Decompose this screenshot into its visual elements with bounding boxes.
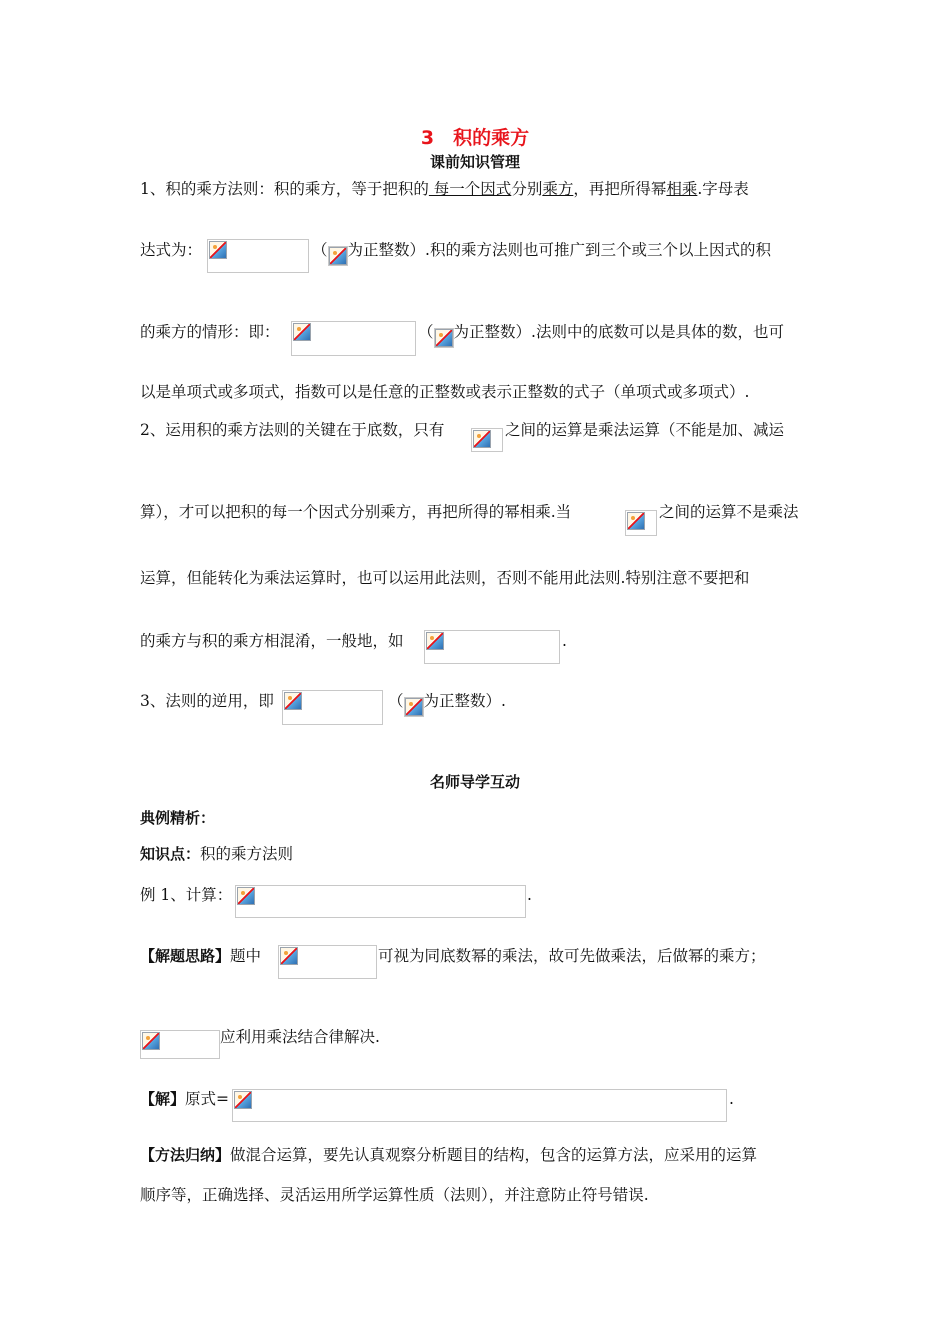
text: 分别 [511, 180, 543, 198]
variable-image [404, 697, 424, 717]
broken-image-icon [237, 887, 255, 905]
broken-image-icon [209, 241, 227, 259]
text: . [729, 1090, 734, 1108]
solution-idea-line [140, 944, 261, 968]
key-paragraph-line-4 [140, 629, 404, 653]
variable-image [328, 246, 348, 266]
text: （ [418, 323, 434, 341]
broken-image-icon [234, 1091, 252, 1109]
method-summary-line-1 [140, 1143, 757, 1167]
rule-paragraph-line-2 [140, 238, 202, 262]
key-paragraph-line-2b [659, 500, 799, 524]
text: 例 1、计算： [140, 886, 233, 904]
key-paragraph-line-2 [140, 500, 571, 524]
text: 做混合运算，要先认真观察分析题目的结构，包含的运算方法，应采用的运算 [230, 1146, 758, 1164]
section-heading-guidance: 名师导学互动 [429, 773, 520, 791]
solution-idea-line-2: 应利用乘法结合律解决. [220, 1028, 380, 1046]
page-title: 3 积的乘方 [420, 127, 530, 149]
text: 2、运用积的乘方法则的关键在于底数，只有 [140, 421, 445, 439]
text: 可视为同底数幂的乘法，故可先做乘法，后做幂的乘方； [378, 947, 766, 965]
text: 达式为： [140, 241, 203, 259]
text: 算），才可以把积的每一个因式分别乘方，再把所得的幂相乘.当 [140, 503, 572, 521]
knowledge-point-line [140, 842, 293, 866]
broken-image-icon [280, 947, 298, 965]
text: （ [312, 241, 328, 259]
formula-image [235, 885, 526, 918]
formula-image [424, 630, 560, 664]
broken-image-icon [405, 698, 423, 716]
solution-line-b [729, 1087, 734, 1111]
text: 为正整数）. [423, 692, 506, 710]
key-paragraph-line-4b [562, 629, 567, 653]
broken-image-icon [293, 323, 311, 341]
solution-line [140, 1087, 229, 1111]
method-summary-line-2: 顺序等，正确选择、灵活运用所学运算性质（法则），并注意防止符号错误. [140, 1186, 649, 1204]
inverse-rule-line [140, 689, 274, 713]
text: 之间的运算是乘法运算（不能是加、减运 [505, 421, 785, 439]
text: 题中 [230, 947, 262, 965]
knowledge-text: 积的乘方法则 [200, 845, 294, 863]
example-1-line [140, 883, 232, 907]
formula-image [207, 239, 309, 273]
text: 为正整数）.法则中的底数可以是具体的数，也可 [453, 323, 784, 341]
underlined-term: 每一个因式 [428, 180, 512, 198]
formula-image [282, 690, 383, 725]
broken-image-icon [627, 512, 645, 530]
rule-paragraph-line-3 [140, 320, 280, 344]
variable-image [434, 328, 454, 348]
text: .字母表 [697, 180, 749, 198]
formula-image [291, 321, 416, 356]
rule-paragraph-line-2b [312, 238, 771, 266]
broken-image-icon [473, 430, 491, 448]
text: 3、法则的逆用，即 [140, 692, 274, 710]
key-paragraph-line-1 [140, 418, 444, 442]
typical-examples-label: 典例精析： [140, 809, 216, 827]
formula-image [625, 510, 657, 536]
text: 的乘方与积的乘方相混淆，一般地，如 [140, 632, 404, 650]
rule-paragraph-line-1 [140, 177, 749, 201]
text: ，再把所得幂 [573, 180, 667, 198]
broken-image-icon [142, 1032, 160, 1050]
text: 原式= [185, 1090, 230, 1108]
broken-image-icon [426, 632, 444, 650]
text: 为正整数）.积的乘方法则也可推广到三个或三个以上因式的积 [347, 241, 771, 259]
method-summary-label: 【方法归纳】 [140, 1146, 231, 1164]
solution-idea-label: 【解题思路】 [140, 947, 231, 965]
underlined-term: 乘方 [542, 180, 574, 198]
formula-image [232, 1089, 727, 1122]
broken-image-icon [284, 692, 302, 710]
key-paragraph-line-1b [505, 418, 784, 442]
example-1-line-b [527, 883, 532, 907]
key-paragraph-line-3: 运算，但能转化为乘法运算时，也可以运用此法则，否则不能用此法则.特别注意不要把和 [140, 569, 750, 587]
text: . [527, 886, 532, 904]
formula-image [140, 1030, 220, 1059]
text: 之间的运算不是乘法 [659, 503, 799, 521]
text: 的乘方的情形：即： [140, 323, 280, 341]
text: . [562, 632, 567, 650]
solution-idea-line-b [378, 944, 766, 968]
knowledge-label: 知识点： [140, 845, 201, 863]
underlined-term: 相乘 [666, 180, 698, 198]
formula-image [278, 945, 377, 979]
inverse-rule-line-b [388, 689, 506, 717]
broken-image-icon [329, 247, 347, 265]
solution-label: 【解】 [140, 1090, 186, 1108]
rule-paragraph-line-4: 以是单项式或多项式，指数可以是任意的正整数或表示正整数的式子（单项式或多项式）. [140, 383, 750, 401]
text: 1、积的乘方法则：积的乘方，等于把积的 [140, 180, 429, 198]
formula-image [471, 428, 503, 452]
text: （ [388, 692, 404, 710]
section-heading-preclass: 课前知识管理 [429, 153, 520, 171]
rule-paragraph-line-3b [418, 320, 784, 348]
broken-image-icon [435, 329, 453, 347]
